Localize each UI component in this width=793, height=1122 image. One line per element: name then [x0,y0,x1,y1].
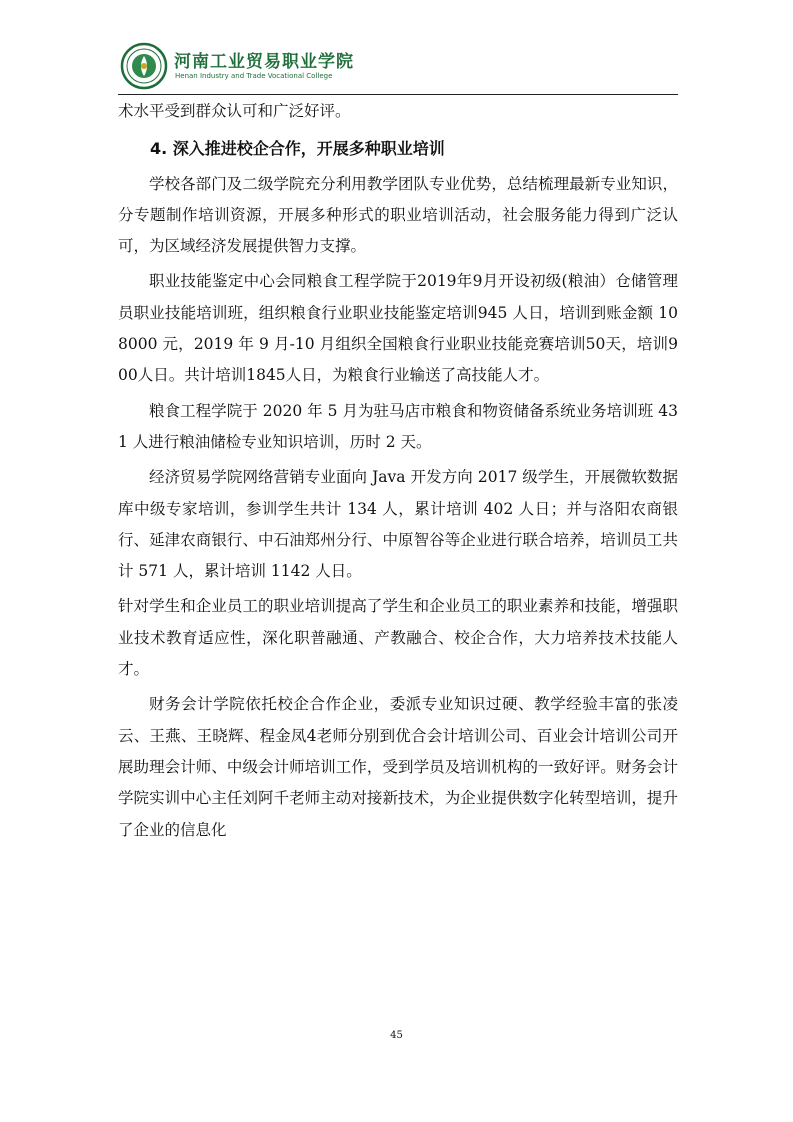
paragraph-4: 经济贸易学院网络营销专业面向 Java 开发方向 2017 级学生，开展微软数据库中级专家培训，参训学生共计 134 人，累计培训 402 人日；并与洛阳农商银行、延津农商银行、中石油郑州分行、中原智谷等企业进行联合培养，培训员工共计 571 人，累计培训 1142 人日。 [118,468,678,581]
paragraph-6: 财务会计学院依托校企合作企业，委派专业知识过硬、教学经验丰富的张凌云、王燕、王晓辉、程金凤4老师分别到优合会计培训公司、百业会计培训公司开展助理会计师、中级会计师培训工作，受到学员及培训机构的一致好评。财务会计学院实训中心主任刘阿千老师主动对接新技术，为企业提供数字化转型培训，提升了企业的信息化 [118,695,678,839]
header-divider [118,94,678,95]
lead-paragraph: 术水平受到群众认可和广泛好评。 [118,102,351,120]
school-name-english: Henan Industry and Trade Vocational College [175,72,333,80]
paragraph-2: 职业技能鉴定中心会同粮食工程学院于2019年9月开设初级(粮油）仓储管理员职业技能培训班，组织粮食行业职业技能鉴定培训945 人日，培训到账金额 108000 元，2019 年 9 月-10 月组织全国粮食行业职业技能竞赛培训50天，培训900人日。共计培训1845人日，为粮食行业输送了高技能人才。 [118,272,678,385]
paragraph-3: 粮食工程学院于 2020 年 5 月为驻马店市粮食和物资储备系统业务培训班 431 人进行粮油储检专业知识培训，历时 2 天。 [118,401,678,451]
page-header [118,38,678,100]
college-logo-icon [120,42,168,90]
school-name: 河南工业贸易职业学院 [174,52,354,72]
page-number: 45 [390,1030,403,1041]
paragraph-1: 学校各部门及二级学院充分利用教学团队专业优势，总结梳理最新专业知识，分专题制作培训资源，开展多种形式的职业培训活动，社会服务能力得到广泛认可，为区域经济发展提供智力支撑。 [118,174,678,256]
paragraph-5: 针对学生和企业员工的职业培训提高了学生和企业员工的职业素养和技能，增强职业技术教育适应性，深化职普融通、产教融合、校企合作，大力培养技术技能人才。 [118,597,678,679]
document-body [118,96,678,850]
section-heading: 4. 深入推进校企合作，开展多种职业培训 [150,139,445,159]
